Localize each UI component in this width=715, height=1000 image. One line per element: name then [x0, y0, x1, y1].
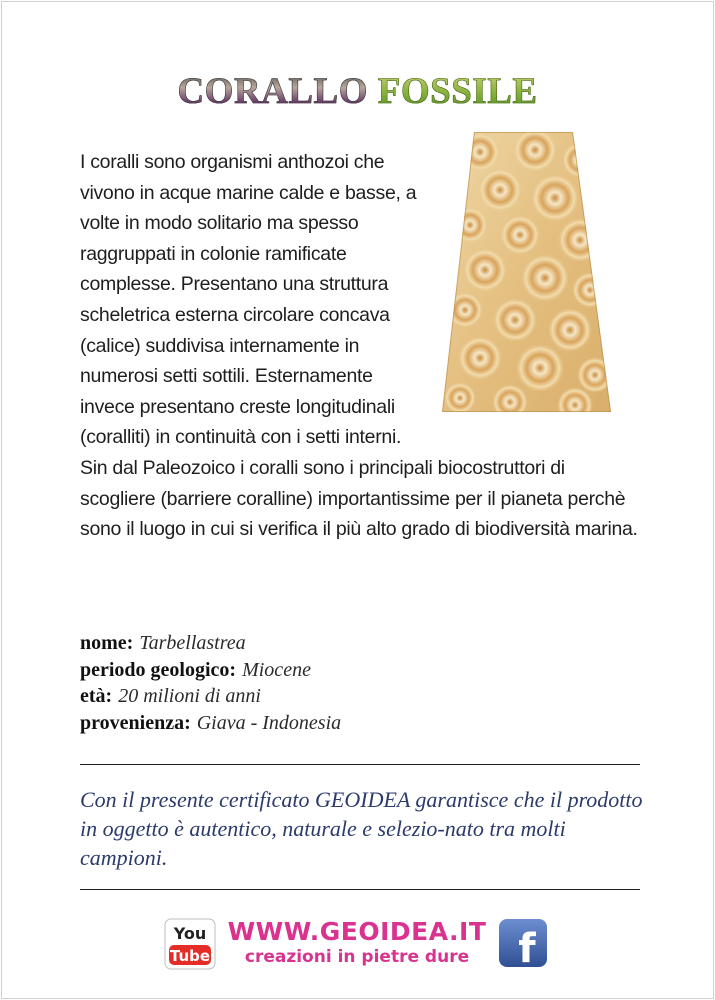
detail-row-origin [80, 710, 640, 737]
youtube-bottom-text: Tube [169, 947, 211, 965]
website-link[interactable]: WWW.GEOIDEA.IT [227, 917, 487, 946]
specimen-details [80, 630, 640, 736]
detail-value: 20 milioni di anni [118, 685, 261, 707]
detail-row-period [80, 657, 640, 684]
detail-value: Tarbellastrea [139, 632, 246, 654]
certificate-card [1, 1, 714, 999]
facebook-letter: f [518, 926, 536, 968]
divider-bottom [80, 889, 640, 890]
image-float-spacer [432, 147, 640, 417]
page-title [2, 70, 713, 113]
detail-row-age [80, 683, 640, 710]
detail-label: nome: [80, 632, 134, 654]
description-text [80, 147, 640, 545]
youtube-icon[interactable] [164, 918, 216, 970]
youtube-top-text: You [173, 924, 207, 943]
detail-value: Miocene [242, 658, 311, 681]
detail-label: periodo geologico: [80, 658, 237, 681]
facebook-icon[interactable] [498, 918, 548, 968]
detail-value: Giava - Indonesia [196, 711, 342, 734]
title-word-fossile: FOSSILE [377, 71, 538, 112]
footer [2, 914, 715, 974]
detail-label: età: [80, 685, 113, 707]
detail-label: provenienza: [80, 711, 191, 734]
tagline: creazioni in pietre dure [244, 947, 470, 967]
description-p1-text: I coralli sono organismi anthozoi che vivono in acque marine calde e basse, a volte in modo solitario ma spesso raggruppati in colonie ramificate complesse. Presentano una struttura scheletrica esterna circolare concava (calice) suddivisa internamente in numerosi setti sottili. Esternamente invece presentano creste longitudinali (coralliti) in continuità con i setti interni. [80, 151, 417, 449]
detail-row-name [80, 630, 640, 657]
description-paragraph-2: Sin dal Paleozoico i coralli sono i principali biocostruttori di scogliere (barriere coralline) importantissime per il pianeta perchè sono il luogo in cui si verifica il più alto grado di biodiversità marina. [80, 456, 638, 541]
title-word-corallo: CORALLO [177, 71, 369, 112]
divider-top [80, 764, 640, 765]
description-paragraph-1 [80, 147, 640, 453]
certificate-statement: Con il presente certificato GEOIDEA garantisce che il prodotto in oggetto è autentico, naturale e selezio-nato tra molti campioni. [80, 787, 643, 870]
